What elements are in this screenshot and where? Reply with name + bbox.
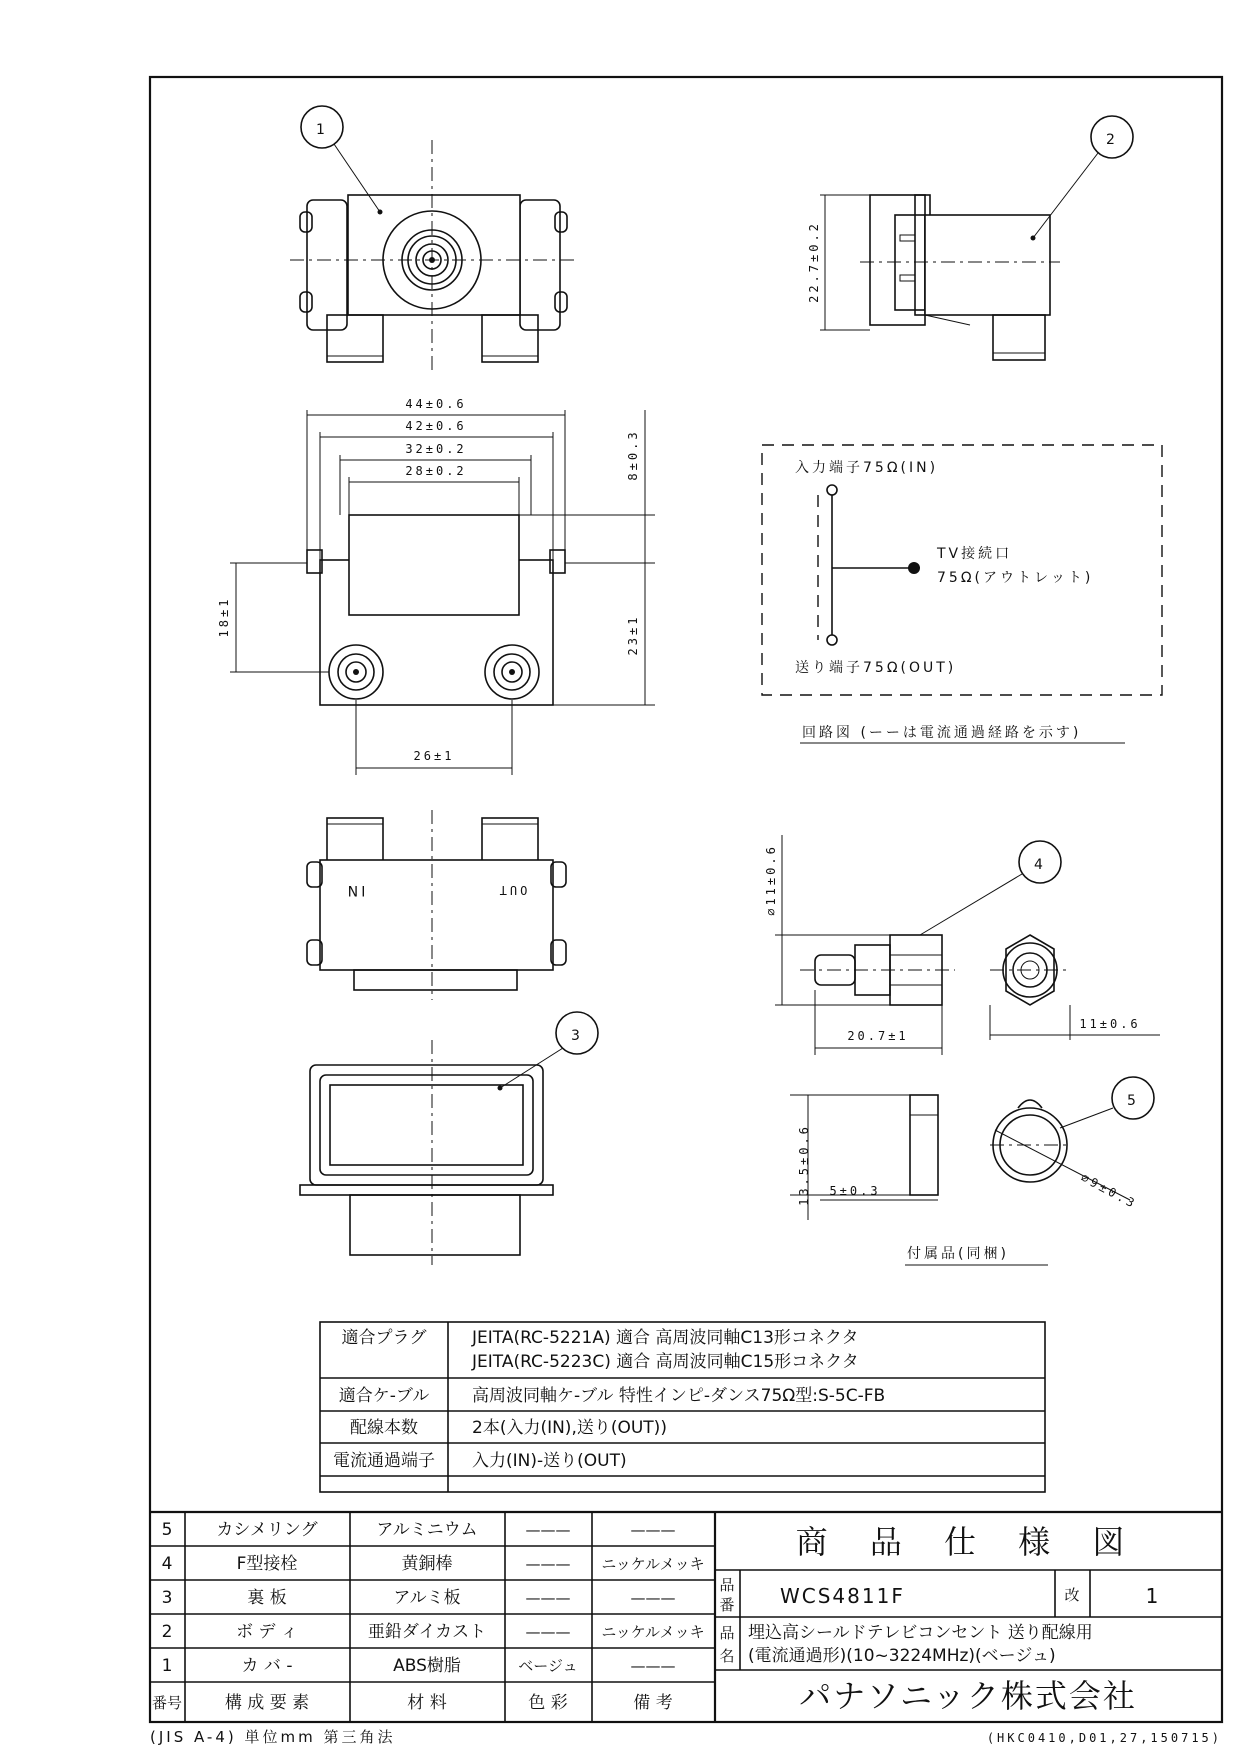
spec-value-plug-1: JEITA(RC-5221A) 適合 高周波同軸C13形コネクタ <box>472 1328 859 1348</box>
part-2-name: ボ デ ィ <box>236 1622 298 1642</box>
dim-42: 42±0.6 <box>405 419 467 433</box>
hinmei-label-2: 名 <box>719 1647 735 1665</box>
part-1-note: ——— <box>630 1657 676 1675</box>
caulking-ring-view <box>790 1077 1154 1265</box>
part-5-no: 5 <box>161 1520 173 1540</box>
revision-number: 1 <box>1145 1584 1161 1608</box>
back-plate-view <box>300 1012 598 1265</box>
dim-26: 26±1 <box>413 749 455 763</box>
product-name-line1: 埋込高シールドテレビコンセント 送り配線用 <box>748 1623 1093 1643</box>
part-2-no: 2 <box>161 1622 173 1642</box>
hinban-label-1: 品 <box>719 1576 735 1594</box>
spec-label-terminal: 電流通過端子 <box>333 1451 435 1471</box>
header-material: 材 料 <box>407 1693 447 1713</box>
dim-18: 18±1 <box>217 596 231 638</box>
dim-22-7: 22.7±0.2 <box>807 221 821 303</box>
front-view <box>290 106 575 375</box>
revision-label: 改 <box>1064 1586 1080 1604</box>
part-1-material: ABS樹脂 <box>393 1656 461 1676</box>
spec-label-wiring: 配線本数 <box>350 1418 418 1438</box>
spec-label-cable: 適合ケ-ブル <box>338 1386 430 1406</box>
part-4-no: 4 <box>161 1554 173 1574</box>
dim-5: 5±0.3 <box>829 1184 881 1198</box>
footer-standard: (JIS A-4) 単位mm 第三角法 <box>150 1728 396 1746</box>
balloon-1: 1 <box>316 122 328 138</box>
spec-value-terminal: 入力(IN)-送り(OUT) <box>472 1451 627 1471</box>
side-view <box>807 116 1133 360</box>
balloon-4: 4 <box>1034 857 1046 873</box>
header-name: 構 成 要 素 <box>224 1693 310 1713</box>
spec-table <box>320 1322 1045 1492</box>
title-block <box>715 1523 1222 1715</box>
part-1-name: カ バ - <box>241 1656 293 1676</box>
part-2-material: 亜鉛ダイカスト <box>367 1622 487 1642</box>
hinban-label-2: 番 <box>719 1596 735 1614</box>
spec-label-plug: 適合プラグ <box>341 1328 427 1348</box>
part-5-note: ——— <box>630 1521 676 1539</box>
part-5-material: アルミニウム <box>376 1520 478 1540</box>
circuit-caption: 回路図 (ーーは電流通過経路を示す) <box>802 725 1082 741</box>
circuit-tv-label: TV接続口 <box>937 546 1013 562</box>
spec-value-plug-2: JEITA(RC-5223C) 適合 高周波同軸C15形コネクタ <box>472 1352 859 1372</box>
part-2-color: ——— <box>525 1623 571 1641</box>
part-3-note: ——— <box>630 1589 676 1607</box>
part-4-material: 黄銅棒 <box>401 1554 453 1574</box>
balloon-2: 2 <box>1106 132 1118 148</box>
in-marking: IN <box>344 882 366 898</box>
spec-value-cable: 高周波同軸ケ-ブル 特性インピ-ダンス75Ω型:S-5C-FB <box>472 1386 886 1406</box>
circuit-diagram <box>762 445 1162 743</box>
part-4-note: ニッケルメッキ <box>601 1555 705 1573</box>
header-no: 番号 <box>151 1694 183 1712</box>
footer-code: (HKC0410,D01,27,150715) <box>986 1731 1222 1745</box>
part-3-name: 裏 板 <box>247 1588 287 1608</box>
out-marking: OUT <box>496 883 528 897</box>
circuit-tv-impedance: 75Ω(アウトレット) <box>937 570 1094 586</box>
part-4-name: F型接栓 <box>236 1554 298 1574</box>
hinmei-label-1: 品 <box>719 1624 735 1642</box>
part-5-name: カシメリング <box>216 1520 318 1540</box>
part-3-material: アルミ板 <box>393 1588 461 1608</box>
dim-28: 28±0.2 <box>405 464 467 478</box>
dim-11-dia: ⌀11±0.6 <box>764 844 778 916</box>
circuit-out-label: 送り端子75Ω(OUT) <box>795 660 957 676</box>
part-5-color: ——— <box>525 1521 571 1539</box>
dim-23: 23±1 <box>626 614 640 656</box>
dim-44: 44±0.6 <box>405 397 467 411</box>
dim-13-5: 13.5±0.6 <box>797 1124 811 1206</box>
dim-32: 32±0.2 <box>405 442 467 456</box>
part-1-no: 1 <box>161 1656 173 1676</box>
company-name: パナソニック株式会社 <box>799 1677 1137 1715</box>
balloon-3: 3 <box>571 1028 583 1044</box>
part-2-note: ニッケルメッキ <box>601 1623 705 1641</box>
dim-20-7: 20.7±1 <box>847 1029 909 1043</box>
drawing-title: 商 品 仕 様 図 <box>795 1523 1141 1561</box>
dim-9-dia: ⌀9±0.3 <box>1078 1170 1140 1212</box>
part-1-color: ベージュ <box>518 1657 578 1675</box>
bottom-view <box>307 810 566 1000</box>
spec-value-wiring: 2本(入力(IN),送り(OUT)) <box>472 1418 667 1438</box>
header-note: 備 考 <box>633 1693 673 1713</box>
part-4-color: ——— <box>525 1555 571 1573</box>
accessory-caption: 付属品(同梱) <box>907 1246 1009 1262</box>
rear-view <box>217 397 655 775</box>
header-color: 色 彩 <box>528 1693 568 1713</box>
dim-8: 8±0.3 <box>626 429 640 481</box>
product-name-line2: (電流通過形)(10~3224MHz)(ベージュ) <box>748 1646 1056 1666</box>
part-3-no: 3 <box>161 1588 173 1608</box>
dim-11-hex: 11±0.6 <box>1079 1017 1141 1031</box>
part-number: WCS4811F <box>780 1584 905 1608</box>
circuit-in-label: 入力端子75Ω(IN) <box>795 460 939 476</box>
part-3-color: ——— <box>525 1589 571 1607</box>
balloon-5: 5 <box>1127 1093 1139 1109</box>
f-connector-view <box>764 835 1160 1055</box>
